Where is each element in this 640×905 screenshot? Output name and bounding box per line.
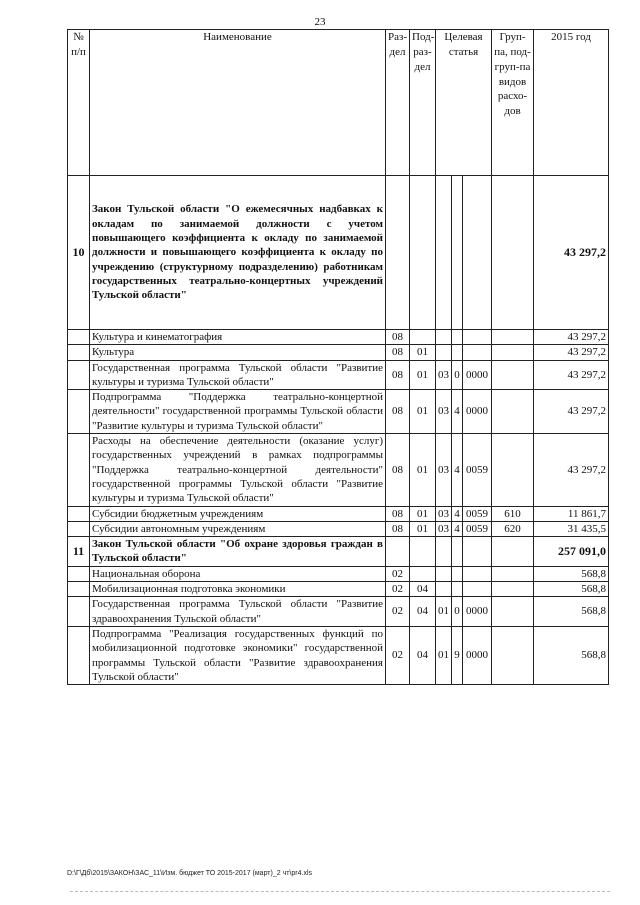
row-podrazdel: 04 <box>410 582 436 597</box>
row-group <box>492 597 534 627</box>
row-direction-code <box>463 566 492 581</box>
header-name: Наименование <box>90 30 386 176</box>
row-program-code <box>436 582 452 597</box>
table-row <box>68 521 609 536</box>
header-expense-group: Груп-па, под-груп-па видов расхо-дов <box>492 30 534 176</box>
row-direction-code <box>463 330 492 345</box>
row-direction-code: 0000 <box>463 360 492 390</box>
row-amount: 568,8 <box>534 626 609 684</box>
row-podrazdel: 01 <box>410 521 436 536</box>
row-num <box>68 597 90 627</box>
table-header-row <box>68 30 609 176</box>
row-direction-code: 0000 <box>463 626 492 684</box>
row-name: Подпрограмма "Поддержка театрально-концертной деятельности" государственной программы Тульской области "Развитие культуры и туризма Тульской области" <box>90 390 386 434</box>
scan-artifact-line <box>70 891 610 892</box>
row-podrazdel: 01 <box>410 390 436 434</box>
row-program-code <box>436 345 452 360</box>
row-amount: 43 297,2 <box>534 360 609 390</box>
row-program-code <box>436 566 452 581</box>
row-name: Закон Тульской области "Об охране здоровья граждан в Тульской области" <box>90 537 386 567</box>
row-podrazdel <box>410 537 436 567</box>
row-subprogram-code <box>452 582 463 597</box>
row-name: Культура <box>90 345 386 360</box>
row-amount: 43 297,2 <box>534 345 609 360</box>
row-razdel: 08 <box>386 330 410 345</box>
row-amount: 43 297,2 <box>534 390 609 434</box>
row-razdel: 08 <box>386 506 410 521</box>
row-name: Государственная программа Тульской области "Развитие культуры и туризма Тульской области" <box>90 360 386 390</box>
row-program-code: 01 <box>436 597 452 627</box>
row-program-code: 03 <box>436 390 452 434</box>
row-amount: 43 297,2 <box>534 330 609 345</box>
row-podrazdel: 01 <box>410 506 436 521</box>
row-num <box>68 582 90 597</box>
row-amount: 43 297,2 <box>534 434 609 506</box>
row-group <box>492 626 534 684</box>
row-group <box>492 582 534 597</box>
row-razdel: 02 <box>386 566 410 581</box>
row-amount: 31 435,5 <box>534 521 609 536</box>
table-row <box>68 345 609 360</box>
header-num: № п/п <box>68 30 90 176</box>
header-podrazdel: Под-раз-дел <box>410 30 436 176</box>
header-target-article: Целевая статья <box>436 30 492 176</box>
row-subprogram-code <box>452 345 463 360</box>
row-amount: 568,8 <box>534 582 609 597</box>
row-program-code: 03 <box>436 434 452 506</box>
row-num <box>68 345 90 360</box>
row-razdel: 08 <box>386 345 410 360</box>
row-razdel <box>386 176 410 330</box>
row-num: 11 <box>68 537 90 567</box>
table-row <box>68 537 609 567</box>
row-direction-code: 0000 <box>463 597 492 627</box>
row-num <box>68 390 90 434</box>
row-subprogram-code: 4 <box>452 390 463 434</box>
table-row <box>68 434 609 506</box>
header-razdel: Раз-дел <box>386 30 410 176</box>
row-num <box>68 566 90 581</box>
row-group <box>492 537 534 567</box>
row-group <box>492 390 534 434</box>
row-subprogram-code <box>452 537 463 567</box>
row-name: Национальная оборона <box>90 566 386 581</box>
row-name: Субсидии бюджетным учреждениям <box>90 506 386 521</box>
row-name: Государственная программа Тульской области "Развитие здравоохранения Тульской области" <box>90 597 386 627</box>
row-podrazdel: 01 <box>410 345 436 360</box>
row-razdel <box>386 537 410 567</box>
row-subprogram-code: 4 <box>452 506 463 521</box>
row-num <box>68 434 90 506</box>
row-podrazdel: 04 <box>410 626 436 684</box>
row-num <box>68 521 90 536</box>
row-razdel: 02 <box>386 597 410 627</box>
row-subprogram-code: 4 <box>452 521 463 536</box>
header-year: 2015 год <box>534 30 609 176</box>
table-row <box>68 597 609 627</box>
row-razdel: 08 <box>386 360 410 390</box>
row-razdel: 08 <box>386 390 410 434</box>
row-podrazdel: 01 <box>410 434 436 506</box>
page-number: 23 <box>314 16 326 28</box>
row-subprogram-code: 0 <box>452 360 463 390</box>
row-direction-code <box>463 176 492 330</box>
table-row <box>68 390 609 434</box>
row-name: Мобилизационная подготовка экономики <box>90 582 386 597</box>
row-name: Субсидии автономным учреждениям <box>90 521 386 536</box>
row-group: 620 <box>492 521 534 536</box>
row-subprogram-code <box>452 330 463 345</box>
row-amount: 568,8 <box>534 597 609 627</box>
row-amount: 257 091,0 <box>534 537 609 567</box>
table-row <box>68 566 609 581</box>
row-group <box>492 176 534 330</box>
row-program-code: 03 <box>436 521 452 536</box>
row-podrazdel <box>410 566 436 581</box>
row-num <box>68 360 90 390</box>
row-podrazdel: 01 <box>410 360 436 390</box>
row-direction-code: 0059 <box>463 434 492 506</box>
row-amount: 568,8 <box>534 566 609 581</box>
row-direction-code: 0000 <box>463 390 492 434</box>
row-group <box>492 566 534 581</box>
row-subprogram-code: 4 <box>452 434 463 506</box>
row-name: Расходы на обеспечение деятельности (оказание услуг) государственных учреждений в рамках подпрограммы "Поддержка театрально-концертной деятельности" государственной программы Тульской области "Развитие культуры и туризма Тульской области" <box>90 434 386 506</box>
table-row <box>68 330 609 345</box>
row-num: 10 <box>68 176 90 330</box>
row-group <box>492 434 534 506</box>
row-group <box>492 360 534 390</box>
row-razdel: 02 <box>386 582 410 597</box>
row-program-code <box>436 176 452 330</box>
row-program-code: 01 <box>436 626 452 684</box>
row-num <box>68 506 90 521</box>
row-razdel: 02 <box>386 626 410 684</box>
row-amount: 11 861,7 <box>534 506 609 521</box>
table-row <box>68 582 609 597</box>
row-group <box>492 330 534 345</box>
row-program-code <box>436 537 452 567</box>
row-amount: 43 297,2 <box>534 176 609 330</box>
row-direction-code <box>463 537 492 567</box>
row-num <box>68 330 90 345</box>
table-row <box>68 360 609 390</box>
row-direction-code: 0059 <box>463 506 492 521</box>
row-subprogram-code <box>452 176 463 330</box>
row-program-code: 03 <box>436 506 452 521</box>
row-direction-code: 0059 <box>463 521 492 536</box>
row-name: Закон Тульской области "О ежемесячных надбавках к окладам по занимаемой должности с учетом повышающего коэффициента к окладу по занимаемой должности и повышающего коэффициента к окладу по учреждению (структурному подразделению) работникам государственных театрально-концертных учреждений Тульской области" <box>90 176 386 330</box>
row-program-code <box>436 330 452 345</box>
row-podrazdel <box>410 330 436 345</box>
row-group: 610 <box>492 506 534 521</box>
table-row <box>68 176 609 330</box>
row-subprogram-code: 0 <box>452 597 463 627</box>
row-subprogram-code <box>452 566 463 581</box>
row-subprogram-code: 9 <box>452 626 463 684</box>
table-row <box>68 626 609 684</box>
row-razdel: 08 <box>386 521 410 536</box>
budget-table <box>67 29 609 685</box>
row-group <box>492 345 534 360</box>
row-name: Подпрограмма "Реализация государственных функций по мобилизационной подготовке экономики" государственной программы Тульской области "Развитие здравоохранения Тульской области" <box>90 626 386 684</box>
row-name: Культура и кинематография <box>90 330 386 345</box>
table-row <box>68 506 609 521</box>
row-podrazdel <box>410 176 436 330</box>
row-program-code: 03 <box>436 360 452 390</box>
footer-file-path: D:\Г\Дб\2015\ЗАКОН\ЗАС_11\Изм. бюджет ТО 2015-2017 (март)_2 чт\pr4.xls <box>67 870 312 877</box>
row-num <box>68 626 90 684</box>
row-podrazdel: 04 <box>410 597 436 627</box>
row-razdel: 08 <box>386 434 410 506</box>
row-direction-code <box>463 345 492 360</box>
row-direction-code <box>463 582 492 597</box>
